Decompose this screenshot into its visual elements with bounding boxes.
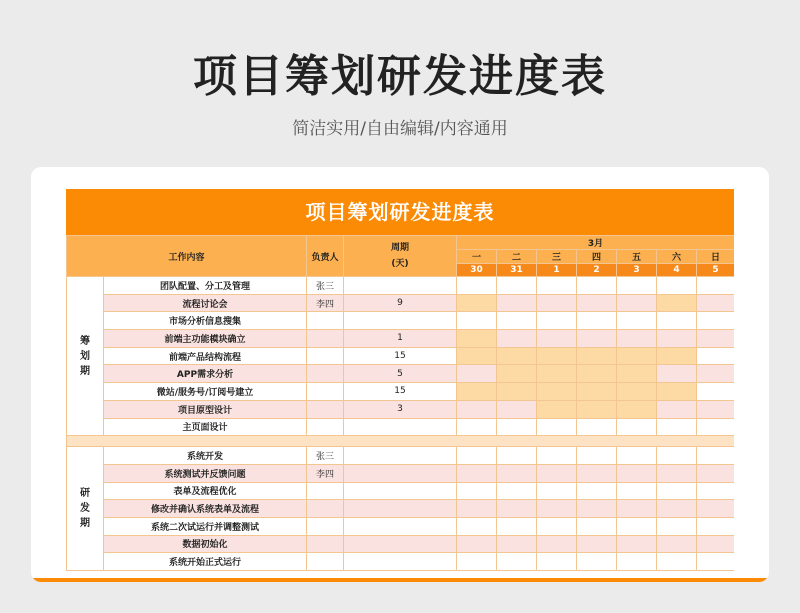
gantt-cell[interactable] [577,347,617,365]
table-row [67,312,735,330]
gantt-cell[interactable] [657,418,697,436]
gantt-cell[interactable] [457,330,497,348]
gantt-cell[interactable] [697,347,734,365]
gantt-cell[interactable] [457,447,497,465]
header-date: 3 [617,264,657,277]
table-row [67,517,735,535]
gantt-cell[interactable] [577,500,617,518]
gantt-cell[interactable] [537,330,577,348]
gantt-cell[interactable] [617,347,657,365]
days-cell[interactable]: 9 [344,294,457,312]
gantt-cell[interactable] [537,400,577,418]
gantt-cell[interactable] [697,464,734,482]
gantt-cell[interactable] [657,482,697,500]
header-month: 3月 [457,236,734,250]
gantt-cell[interactable] [577,330,617,348]
gantt-cell[interactable] [657,400,697,418]
table-row [67,383,735,401]
days-cell[interactable] [344,517,457,535]
gantt-cell[interactable] [537,553,577,571]
gantt-cell[interactable] [617,553,657,571]
sheet-bottom-bar [31,578,769,582]
gantt-cell[interactable] [497,312,537,330]
gantt-cell[interactable] [497,277,537,295]
gantt-cell[interactable] [537,418,577,436]
days-cell[interactable]: 5 [344,365,457,383]
owner-cell[interactable] [307,517,344,535]
spreadsheet-card [31,167,769,582]
gantt-cell[interactable] [497,482,537,500]
gantt-cell[interactable] [617,277,657,295]
header-date: 2 [577,264,617,277]
owner-cell[interactable]: 李四 [307,464,344,482]
page-title: 项目筹划研发进度表 [193,51,607,102]
gantt-cell[interactable] [657,277,697,295]
gantt-cell[interactable] [457,517,497,535]
gantt-cell[interactable] [537,294,577,312]
gantt-cell[interactable] [697,365,734,383]
gantt-cell[interactable] [617,464,657,482]
gantt-cell[interactable] [577,517,617,535]
gantt-cell[interactable] [457,535,497,553]
days-cell[interactable]: 3 [344,400,457,418]
owner-cell[interactable]: 张三 [307,277,344,295]
phase-separator [67,436,735,447]
task-cell[interactable]: 前端产品结构流程 [104,347,307,365]
gantt-cell[interactable] [697,553,734,571]
gantt-cell[interactable] [617,418,657,436]
gantt-cell[interactable] [457,464,497,482]
gantt-cell[interactable] [457,365,497,383]
gantt-cell[interactable] [457,277,497,295]
days-cell[interactable] [344,500,457,518]
page-subtitle: 简洁实用/自由编辑/内容通用 [292,119,508,139]
days-cell[interactable]: 1 [344,330,457,348]
gantt-cell[interactable] [577,553,617,571]
days-cell[interactable] [344,418,457,436]
task-cell[interactable]: 系统开发 [104,447,307,465]
owner-cell[interactable] [307,365,344,383]
owner-cell[interactable] [307,383,344,401]
gantt-cell[interactable] [617,330,657,348]
table-row [67,418,735,436]
gantt-cell[interactable] [617,535,657,553]
task-cell[interactable]: 微站/服务号/订阅号建立 [104,383,307,401]
task-cell[interactable]: 前端主功能模块确立 [104,330,307,348]
owner-cell[interactable] [307,535,344,553]
header-period-line1: 周期 [391,243,410,253]
header-owner: 负责人 [307,236,344,277]
table-row [67,447,735,465]
gantt-cell[interactable] [697,447,734,465]
gantt-cell[interactable] [577,365,617,383]
gantt-cell[interactable] [577,535,617,553]
gantt-cell[interactable] [497,447,537,465]
gantt-cell[interactable] [657,347,697,365]
gantt-cell[interactable] [537,447,577,465]
gantt-cell[interactable] [497,553,537,571]
days-cell[interactable] [344,447,457,465]
gantt-cell[interactable] [577,400,617,418]
gantt-cell[interactable] [657,500,697,518]
gantt-cell[interactable] [537,482,577,500]
gantt-cell[interactable] [697,535,734,553]
header-weekday: 五 [617,250,657,264]
gantt-cell[interactable] [697,330,734,348]
gantt-cell[interactable] [577,294,617,312]
gantt-cell[interactable] [657,535,697,553]
header-date: 4 [657,264,697,277]
gantt-cell[interactable] [497,294,537,312]
table-row [67,500,735,518]
header-date: 1 [537,264,577,277]
gantt-cell[interactable] [497,517,537,535]
schedule-sheet [66,189,734,582]
owner-cell[interactable] [307,500,344,518]
owner-cell[interactable]: 李四 [307,294,344,312]
gantt-cell[interactable] [537,277,577,295]
gantt-cell[interactable] [457,500,497,518]
gantt-cell[interactable] [617,294,657,312]
days-cell[interactable]: 15 [344,383,457,401]
gantt-cell[interactable] [657,294,697,312]
phase-separator-row [67,436,735,447]
gantt-cell[interactable] [577,482,617,500]
task-cell[interactable]: 系统测试并反馈问题 [104,464,307,482]
gantt-cell[interactable] [537,517,577,535]
gantt-cell[interactable] [497,400,537,418]
gantt-cell[interactable] [577,383,617,401]
days-cell[interactable] [344,277,457,295]
gantt-cell[interactable] [657,383,697,401]
gantt-cell[interactable] [537,312,577,330]
table-row [67,464,735,482]
table-row [67,294,735,312]
gantt-cell[interactable] [577,277,617,295]
gantt-cell[interactable] [497,500,537,518]
task-cell[interactable]: 修改并确认系统表单及流程 [104,500,307,518]
gantt-cell[interactable] [617,500,657,518]
owner-cell[interactable] [307,553,344,571]
header-weekday: 二 [497,250,537,264]
gantt-cell[interactable] [537,383,577,401]
gantt-cell[interactable] [617,447,657,465]
task-cell[interactable]: 数据初始化 [104,535,307,553]
gantt-cell[interactable] [697,383,734,401]
header-period [344,236,457,277]
gantt-cell[interactable] [497,330,537,348]
table-row [67,330,735,348]
header-weekday: 日 [697,250,734,264]
gantt-cell[interactable] [577,418,617,436]
table-row [67,277,735,295]
gantt-cell[interactable] [657,447,697,465]
gantt-cell[interactable] [657,553,697,571]
header-weekday: 四 [577,250,617,264]
task-cell[interactable]: 市场分析信息搜集 [104,312,307,330]
header-date: 31 [497,264,537,277]
gantt-cell[interactable] [457,383,497,401]
gantt-cell[interactable] [617,482,657,500]
table-row [67,535,735,553]
gantt-cell[interactable] [457,312,497,330]
gantt-cell[interactable] [697,482,734,500]
gantt-cell[interactable] [617,312,657,330]
owner-cell[interactable] [307,400,344,418]
gantt-cell[interactable] [617,365,657,383]
task-cell[interactable]: 表单及流程优化 [104,482,307,500]
table-row [67,553,735,571]
gantt-cell[interactable] [457,400,497,418]
task-cell[interactable]: 系统开始正式运行 [104,553,307,571]
gantt-cell[interactable] [537,365,577,383]
header-period-line2: (天) [391,259,409,269]
gantt-cell[interactable] [457,553,497,571]
gantt-cell[interactable] [697,517,734,535]
gantt-cell[interactable] [657,464,697,482]
task-cell[interactable]: 系统二次试运行并调整测试 [104,517,307,535]
gantt-cell[interactable] [697,500,734,518]
gantt-cell[interactable] [697,312,734,330]
task-cell[interactable]: 项目原型设计 [104,400,307,418]
gantt-cell[interactable] [617,517,657,535]
header-weekday: 六 [657,250,697,264]
gantt-cell[interactable] [577,312,617,330]
gantt-cell[interactable] [537,347,577,365]
gantt-cell[interactable] [697,294,734,312]
table-row [67,482,735,500]
gantt-cell[interactable] [457,418,497,436]
gantt-cell[interactable] [537,535,577,553]
days-cell[interactable] [344,312,457,330]
owner-cell[interactable] [307,312,344,330]
gantt-cell[interactable] [497,383,537,401]
days-cell[interactable] [344,464,457,482]
days-cell[interactable] [344,535,457,553]
schedule-table [66,235,734,571]
gantt-cell[interactable] [657,517,697,535]
gantt-cell[interactable] [537,500,577,518]
gantt-cell[interactable] [497,464,537,482]
owner-cell[interactable] [307,330,344,348]
gantt-cell[interactable] [577,464,617,482]
days-cell[interactable] [344,482,457,500]
gantt-cell[interactable] [617,400,657,418]
header-date: 5 [697,264,734,277]
phase-label: 筹划期 [67,277,104,436]
gantt-cell[interactable] [457,294,497,312]
sheet-title: 项目筹划研发进度表 [66,189,734,235]
gantt-cell[interactable] [657,312,697,330]
gantt-cell[interactable] [617,383,657,401]
owner-cell[interactable] [307,482,344,500]
gantt-cell[interactable] [657,365,697,383]
task-cell[interactable]: 流程讨论会 [104,294,307,312]
days-cell[interactable] [344,553,457,571]
header-work: 工作内容 [67,236,307,277]
gantt-cell[interactable] [577,447,617,465]
gantt-cell[interactable] [497,535,537,553]
gantt-cell[interactable] [497,418,537,436]
phase-label: 研发期 [67,447,104,571]
header-date: 30 [457,264,497,277]
header-weekday: 一 [457,250,497,264]
gantt-cell[interactable] [537,464,577,482]
owner-cell[interactable] [307,418,344,436]
gantt-cell[interactable] [497,347,537,365]
task-cell[interactable]: 主页面设计 [104,418,307,436]
gantt-cell[interactable] [697,400,734,418]
owner-cell[interactable]: 张三 [307,447,344,465]
owner-cell[interactable] [307,347,344,365]
gantt-cell[interactable] [457,482,497,500]
task-cell[interactable]: 团队配置、分工及管理 [104,277,307,295]
gantt-cell[interactable] [657,330,697,348]
gantt-cell[interactable] [697,418,734,436]
table-row [67,365,735,383]
header-weekday: 三 [537,250,577,264]
gantt-cell[interactable] [497,365,537,383]
days-cell[interactable]: 15 [344,347,457,365]
gantt-cell[interactable] [697,277,734,295]
table-row [67,400,735,418]
gantt-cell[interactable] [457,347,497,365]
task-cell[interactable]: APP需求分析 [104,365,307,383]
table-row [67,347,735,365]
